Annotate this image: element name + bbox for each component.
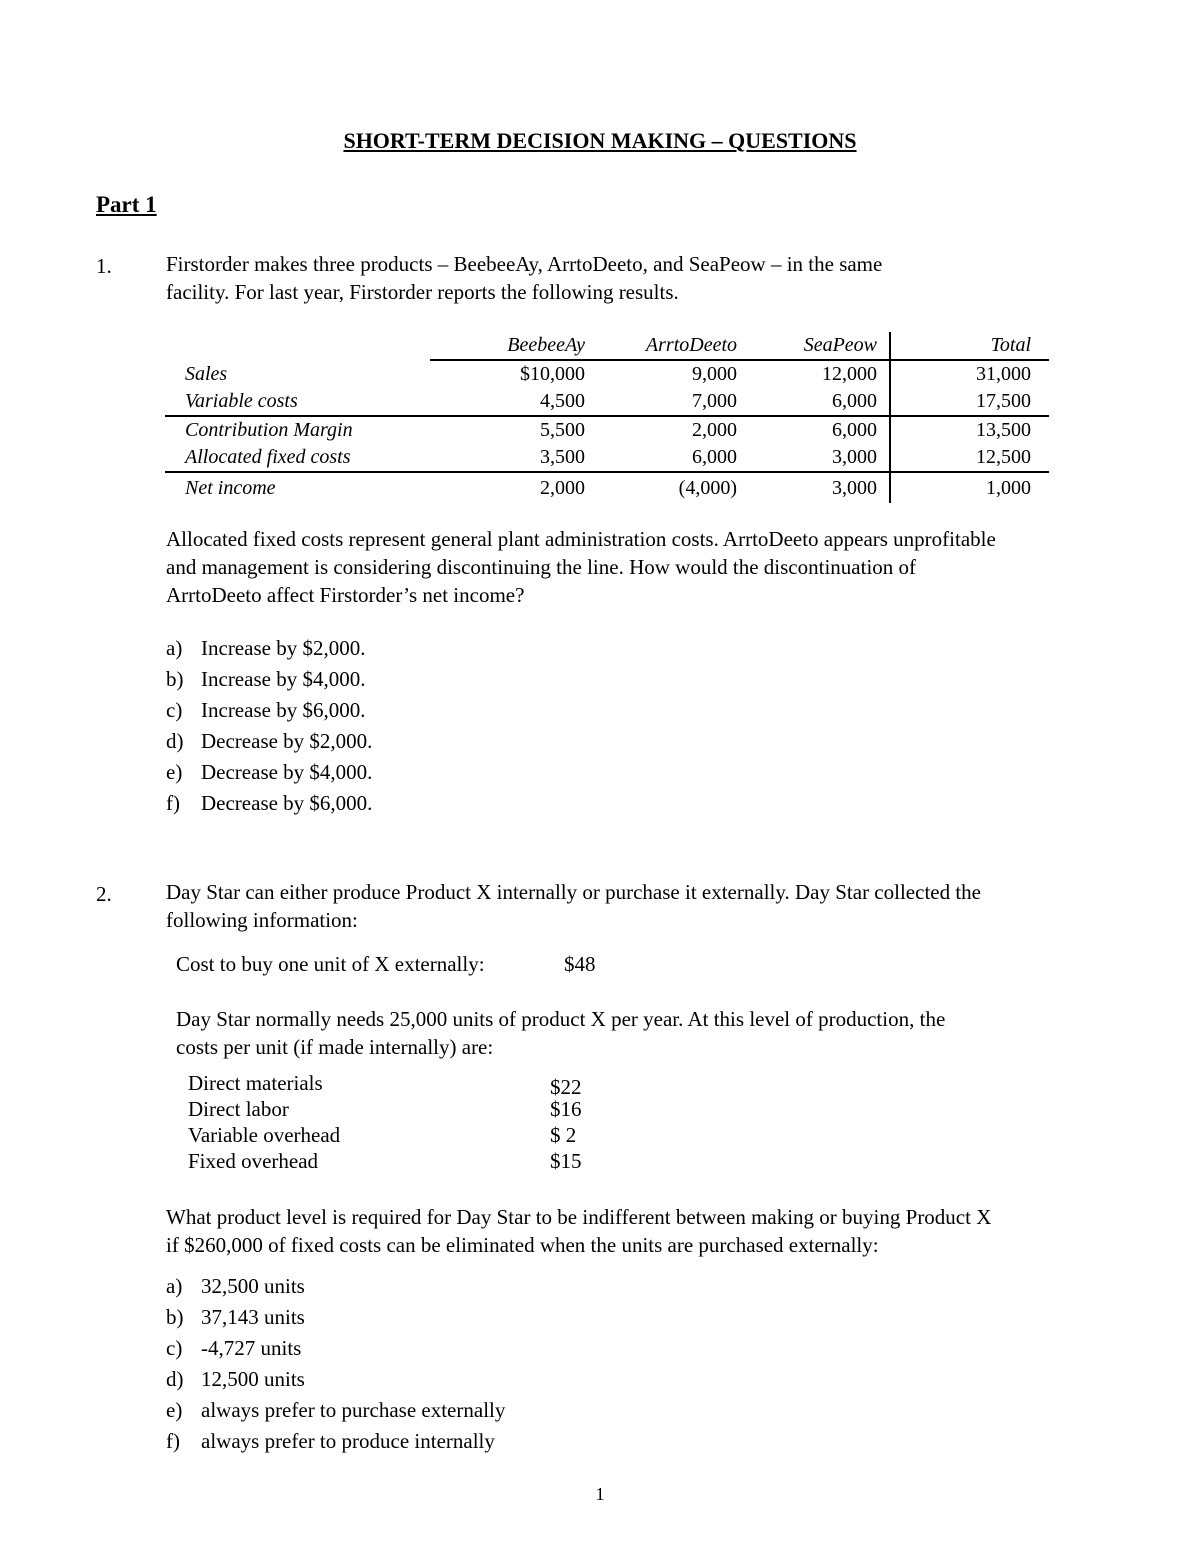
cost-value: $ 2 <box>550 1123 577 1147</box>
header-total: Total <box>890 332 1049 360</box>
cell: 7,000 <box>692 390 737 412</box>
list-item <box>166 695 372 726</box>
option-text: Increase by $6,000. <box>201 698 366 722</box>
option-letter: b) <box>166 667 184 691</box>
cell: (4,000) <box>585 472 737 503</box>
cell: 9,000 <box>692 363 737 385</box>
cell: 31,000 <box>890 360 1049 388</box>
page-number: 1 <box>595 1484 605 1504</box>
question-1-text <box>166 525 996 609</box>
option-letter: d) <box>166 729 184 753</box>
cell: 6,000 <box>692 446 737 468</box>
cell: 2,000 <box>430 472 585 503</box>
list-item <box>166 757 372 788</box>
header-beebeeay: BeebeeAy <box>430 332 585 360</box>
option-letter: e) <box>166 760 183 784</box>
option-letter: b) <box>166 1305 184 1329</box>
option-letter: a) <box>166 636 183 660</box>
header-arrtodeeto: ArrtoDeeto <box>585 332 737 360</box>
document-title: SHORT-TERM DECISION MAKING – QUESTIONS <box>343 128 857 153</box>
option-text: Increase by $2,000. <box>201 636 366 660</box>
question-2-needs <box>176 1005 945 1061</box>
option-letter: f) <box>166 791 180 815</box>
option-text: -4,727 units <box>201 1336 302 1360</box>
option-letter: a) <box>166 1274 183 1298</box>
question-1-intro <box>166 250 882 306</box>
results-table <box>165 332 1049 503</box>
part-heading: Part 1 <box>96 192 157 217</box>
cell: 3,000 <box>832 446 877 468</box>
buy-cost-value: $48 <box>564 952 596 976</box>
row-label: Contribution Margin <box>165 416 430 444</box>
intro-line: Firstorder makes three products – BeebeeAy, ArrtoDeeto, and SeaPeow – in the same <box>166 252 883 276</box>
intro-line: Day Star can either produce Product X internally or purchase it externally. Day Star collected the <box>166 880 982 904</box>
option-text: Increase by $4,000. <box>201 667 366 691</box>
cost-label: Direct materials <box>188 1071 323 1095</box>
option-text: 32,500 units <box>201 1274 305 1298</box>
row-label: Sales <box>185 362 228 385</box>
question-1-options <box>166 633 372 819</box>
question-2-intro <box>166 878 981 934</box>
list-item <box>166 1271 505 1302</box>
header-seapeow: SeaPeow <box>737 332 890 360</box>
cost-label: Variable overhead <box>188 1123 341 1147</box>
option-letter: c) <box>166 698 183 722</box>
option-letter: d) <box>166 1367 184 1391</box>
row-label: Net income <box>165 472 430 503</box>
unit-cost-list <box>188 1070 582 1174</box>
question-line: Allocated fixed costs represent general plant administration costs. ArrtoDeeto appears unprofitable <box>166 527 996 551</box>
question-line: and management is considering discontinuing the line. How would the discontinuation of <box>166 555 917 579</box>
question-line: if $260,000 of fixed costs can be eliminated when the units are purchased externally: <box>166 1233 879 1257</box>
table-row <box>165 360 1049 388</box>
intro-line: facility. For last year, Firstorder reports the following results. <box>166 280 679 304</box>
list-item <box>188 1148 582 1174</box>
cell: 3,500 <box>540 446 585 468</box>
intro-line: following information: <box>166 908 358 932</box>
cell: 5,500 <box>430 416 585 444</box>
table-row <box>165 472 1049 503</box>
list-item <box>166 1302 505 1333</box>
needs-line: costs per unit (if made internally) are: <box>176 1035 494 1059</box>
cost-label: Fixed overhead <box>188 1149 319 1173</box>
table-row <box>165 388 1049 416</box>
option-text: Decrease by $4,000. <box>201 760 373 784</box>
list-item <box>166 1364 505 1395</box>
row-label: Allocated fixed costs <box>185 446 351 468</box>
question-1-number: 1. <box>96 254 112 278</box>
list-item <box>166 1426 505 1457</box>
option-letter: c) <box>166 1336 183 1360</box>
question-2-text <box>166 1203 991 1259</box>
option-text: 37,143 units <box>201 1305 305 1329</box>
question-line: What product level is required for Day Star to be indifferent between making or buying Product X <box>166 1205 992 1229</box>
option-text: Decrease by $2,000. <box>201 729 373 753</box>
list-item <box>166 664 372 695</box>
cell: 2,000 <box>585 416 737 444</box>
list-item <box>166 1395 505 1426</box>
question-line: ArrtoDeeto affect Firstorder’s net income? <box>166 583 525 607</box>
cell: 13,500 <box>890 416 1049 444</box>
list-item <box>188 1122 577 1148</box>
cell: 12,000 <box>822 363 877 385</box>
cost-label: Direct labor <box>188 1097 289 1121</box>
table-row <box>165 444 1049 472</box>
list-item <box>166 726 372 757</box>
list-item <box>188 1070 582 1099</box>
cost-value: $15 <box>550 1149 582 1173</box>
question-2-number: 2. <box>96 882 112 906</box>
option-letter: f) <box>166 1429 180 1453</box>
option-text: Decrease by $6,000. <box>201 791 373 815</box>
option-text: always prefer to purchase externally <box>201 1398 506 1422</box>
cost-value: $22 <box>550 1075 582 1099</box>
question-2-options <box>166 1271 505 1457</box>
row-label: Variable costs <box>185 390 298 412</box>
option-text: 12,500 units <box>201 1367 305 1391</box>
option-text: always prefer to produce internally <box>201 1429 495 1453</box>
cell: $10,000 <box>520 363 585 385</box>
buy-cost-label: Cost to buy one unit of X externally: <box>176 952 485 976</box>
cell: 4,500 <box>540 390 585 412</box>
cell: 3,000 <box>737 472 890 503</box>
list-item <box>166 633 372 664</box>
cell: 6,000 <box>832 390 877 412</box>
cell: 12,500 <box>890 444 1049 472</box>
list-item <box>166 1333 505 1364</box>
cell: 17,500 <box>890 388 1049 416</box>
table-header-row <box>165 332 1049 360</box>
table-row <box>165 416 1049 444</box>
cell: 6,000 <box>737 416 890 444</box>
needs-line: Day Star normally needs 25,000 units of product X per year. At this level of production, the <box>176 1007 946 1031</box>
list-item <box>188 1096 582 1122</box>
list-item <box>166 788 372 819</box>
cost-value: $16 <box>550 1097 582 1121</box>
cell: 1,000 <box>890 472 1049 503</box>
option-letter: e) <box>166 1398 183 1422</box>
